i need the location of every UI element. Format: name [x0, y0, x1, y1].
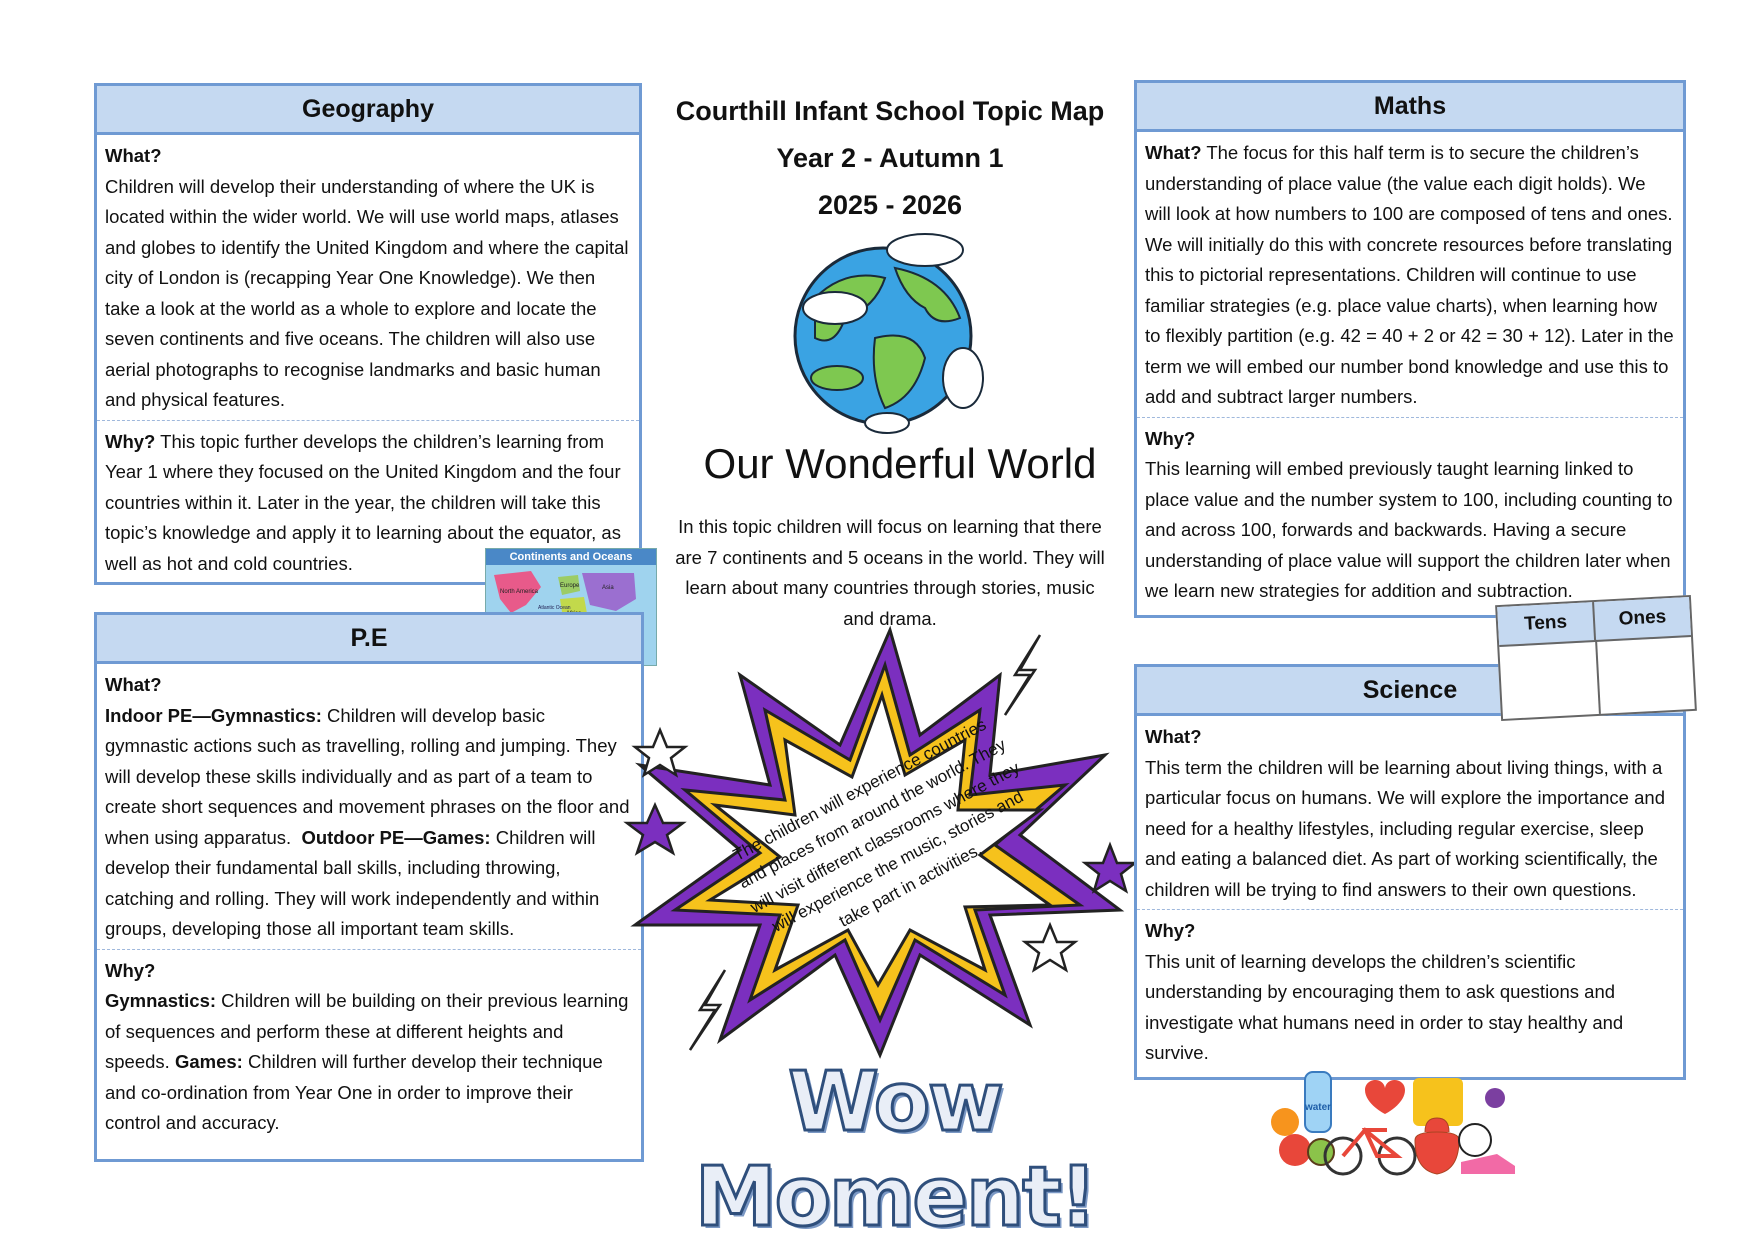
topic-intro: In this topic children will focus on learning that there are 7 continents and 5 oceans in the world. They will learn about many countries through stories, music and drama. [675, 516, 1105, 629]
geography-panel [94, 83, 642, 585]
title-line-2: Year 2 - Autumn 1 [776, 143, 1004, 173]
map-title: Continents and Oceans [486, 549, 656, 565]
heart-icon [1365, 1080, 1405, 1114]
pe-outdoor-text: Children will develop their fundamental ball skills, including throwing, catching and rolling. They will work independently and within groups, developing those all important team skills. [105, 826, 600, 939]
ones-header: Ones [1592, 597, 1691, 640]
star-icon [1025, 925, 1075, 970]
science-what [1137, 716, 1683, 909]
wow-moment-text: The children will experience countries and places from around the world. They will visit different classrooms where they will experience the music, stories and take part in activities. [730, 714, 1027, 936]
science-heading: Science [1137, 667, 1683, 716]
globe-icon [775, 228, 990, 438]
geography-what-text: Children will develop their understanding of where the UK is located within the wider world. We will use world maps, atlases and globes to identify the United Kingdom and where the capital city of London is (recapping Year One Knowledge). We then take a look at the world as a whole to explore and locate the seven continents and five oceans. The children will also use aerial photographs to recognise landmarks and basic human and physical features. [105, 175, 629, 410]
maths-what-label: What? [1145, 142, 1202, 163]
pe-indoor-label: Indoor PE—Gymnastics: [105, 704, 322, 726]
maths-what-text: The focus for this half term is to secure the children’s understanding of place value (the value each digit holds). We will look at how numbers to 100 are composed of tens and ones. We will initially do this with concrete resources before translating this to pictorial representations. Children will continue to use familiar strategies (e.g. place value charts), when learning how to flexibly partition (e.g. 42 = 40 + 2 or 42 = 30 + 12). Later in the term we will embed our number bond knowledge and use this to add and subtract larger numbers. [1145, 142, 1674, 407]
orange-icon [1271, 1108, 1299, 1136]
map-label-atlantic: Atlantic Ocean [538, 605, 571, 611]
place-value-chart [1495, 595, 1697, 721]
star-icon [627, 805, 683, 853]
bicycle-icon [1343, 1130, 1397, 1156]
maths-what [1137, 132, 1683, 417]
trainer-icon [1461, 1154, 1515, 1174]
geography-heading: Geography [97, 86, 639, 135]
pe-what-text [105, 701, 633, 945]
pe-gym-text: Children will be building on their previous learning of sequences and perform these at different heights and speeds. [105, 990, 629, 1072]
pe-why [97, 949, 641, 1143]
pe-games-text: Children will further develop their technique and co-ordination from Year One in order to improve their control and accuracy. [105, 1051, 603, 1133]
healthy-lifestyle-image [1265, 1070, 1525, 1182]
pe-heading: P.E [97, 615, 641, 664]
pe-what [97, 664, 641, 949]
pe-games-label: Games: [174, 1051, 243, 1072]
football-icon [1459, 1124, 1491, 1156]
title-line-1: Courthill Infant School Topic Map [675, 96, 1105, 126]
science-why-text: This unit of learning develops the children’s scientific understanding by encouraging them to ask questions and investigate what humans need in order to stay healthy and survive. [1145, 950, 1624, 1063]
pe-gym-label: Gymnastics: [105, 990, 217, 1011]
map-label-europe: Europe [560, 583, 580, 589]
geography-why-text: This topic further develops the children’s learning from Year 1 where they focused on the United Kingdom and the four countries within it. Later in the year, the children will take this topic’s knowledge and apply it to learning about the equator, as well as hot and cold countries. [105, 430, 621, 574]
maths-panel [1134, 80, 1686, 618]
wow-moment-label: Wow Moment! [695, 1055, 1095, 1245]
map-label-north-america: North America [500, 589, 539, 595]
science-what-text: This term the children will be learning about living things, with a particular focus on humans. We will explore the importance and need for a healthy lifestyles, including regular exercise, sleep and eating a balanced diet. As part of working scientifically, the children will be trying to find answers to their own questions. [1145, 756, 1665, 900]
geography-why-label: Why? [105, 430, 156, 452]
pe-what-label: What? [105, 674, 162, 695]
map-label-asia: Asia [602, 585, 614, 591]
page-title [660, 88, 1120, 229]
maths-why [1137, 417, 1683, 611]
topic-title: Our Wonderful World [703, 440, 1097, 487]
title-line-3: 2025 - 2026 [817, 190, 963, 220]
science-why [1137, 909, 1683, 1073]
asia-shape [582, 573, 636, 611]
fruit-icon [1279, 1134, 1311, 1166]
maths-why-label: Why? [1145, 427, 1196, 449]
science-panel [1134, 664, 1686, 1080]
science-why-label: Why? [1145, 920, 1196, 941]
pe-outdoor-label: Outdoor PE—Games: [301, 826, 491, 848]
science-what-label: What? [1145, 726, 1202, 747]
geography-what-label: What? [105, 145, 162, 166]
lightning-icon [1005, 635, 1040, 715]
pe-why-text [105, 986, 633, 1139]
pe-panel [94, 612, 644, 1162]
star-icon [1085, 845, 1135, 891]
maths-heading: Maths [1137, 83, 1683, 132]
kettlebell-icon [1415, 1118, 1459, 1174]
pe-why-label: Why? [105, 959, 156, 981]
tens-header: Tens [1523, 611, 1568, 635]
pe-indoor-text: Children will develop basic gymnastic actions such as travelling, rolling and jumping. They will develop these skills individually and as part of a team to create short sequences and movement phrases on the floor and when using apparatus. [105, 704, 630, 848]
maths-why-text: This learning will embed previously taught learning linked to place value and the number system to 100, including counting to and across 100, forwards and backwards. Having a secure understanding of place value will support the children later when we learn new strategies for addition and subtraction. [1145, 458, 1673, 601]
geography-what [97, 135, 639, 420]
water-label: water [1304, 1102, 1332, 1113]
